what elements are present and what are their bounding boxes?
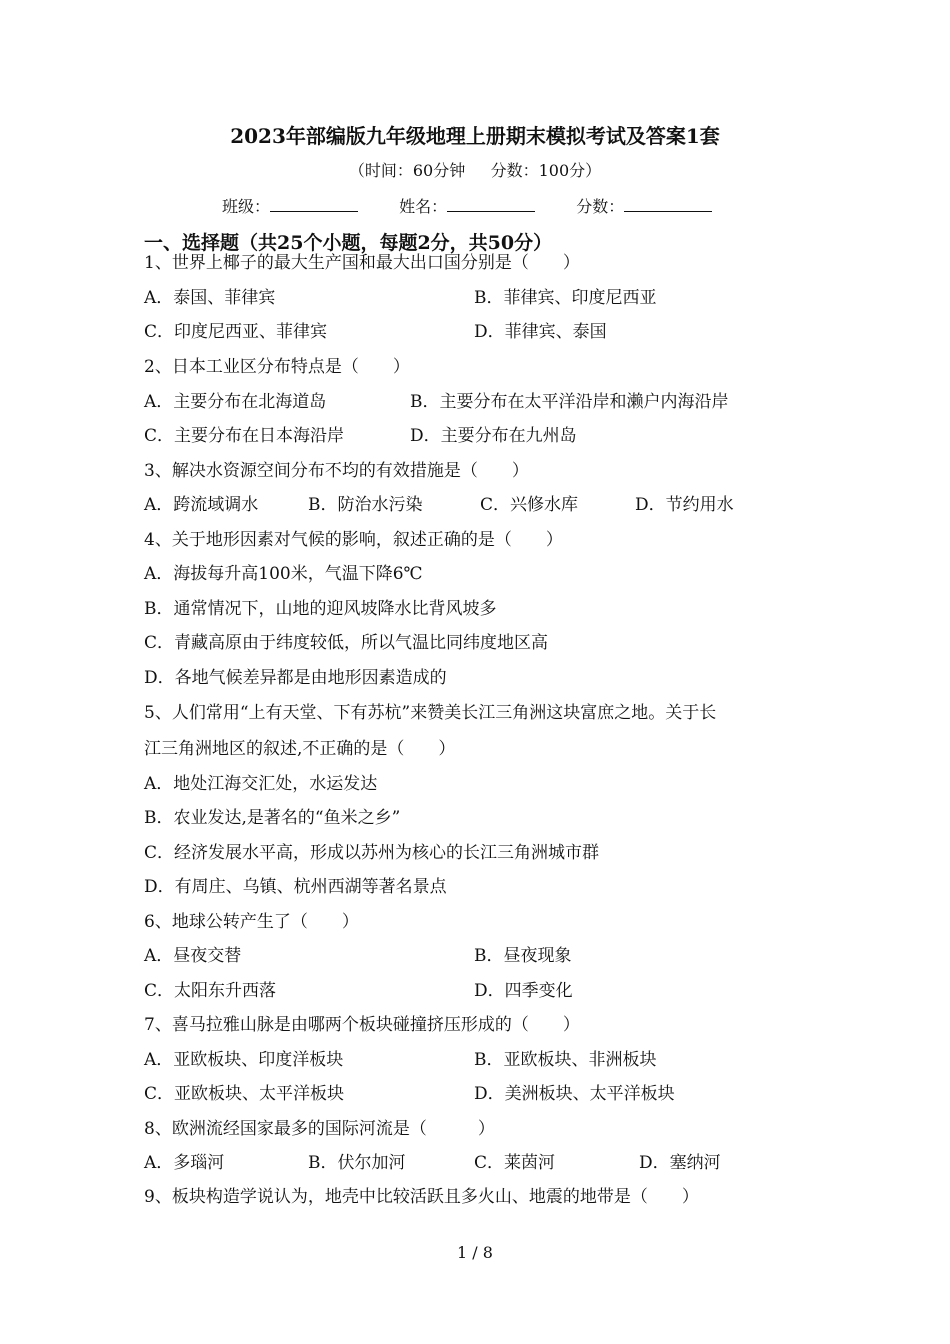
class-field [222, 194, 358, 217]
question-9-stem: 9、板块构造学说认为，地壳中比较活跃且多火山、地震的地带是（ ） [144, 1187, 699, 1207]
class-label: 班级： [222, 197, 271, 216]
question-5-option-a: A．地处江海交汇处，水运发达 [144, 774, 378, 794]
question-1-stem: 1、世界上椰子的最大生产国和最大出口国分别是（ ） [144, 253, 580, 273]
name-label: 姓名： [399, 197, 448, 216]
question-2-option-d: D．主要分布在九州岛 [410, 426, 577, 446]
page-indicator: 1 / 8 [457, 1243, 493, 1262]
question-7-option-a: A．亚欧板块、印度洋板块 [144, 1050, 344, 1070]
question-8-option-a: A．多瑙河 [144, 1153, 225, 1173]
question-8-stem: 8、欧洲流经国家最多的国际河流是（ ） [144, 1119, 495, 1139]
question-4-option-d: D．各地气候差异都是由地形因素造成的 [144, 668, 447, 688]
student-info-fields [222, 194, 748, 217]
section-heading: 一、选择题（共25个小题，每题2分，共50分） [144, 232, 553, 254]
question-1-option-d: D．菲律宾、泰国 [474, 322, 607, 342]
question-3-option-b: B．防治水污染 [308, 495, 423, 515]
question-3-option-a: A．跨流域调水 [144, 495, 259, 515]
question-2-option-a: A．主要分布在北海道岛 [144, 392, 327, 412]
document-title: 2023年部编版九年级地理上册期末模拟考试及答案1套 [230, 124, 720, 148]
score-label: 分数： [576, 197, 625, 216]
question-8-option-d: D．塞纳河 [639, 1153, 721, 1173]
question-5-option-d: D．有周庄、乌镇、杭州西湖等著名景点 [144, 877, 447, 897]
question-1-option-c: C．印度尼西亚、菲律宾 [144, 322, 328, 342]
question-4-option-b: B．通常情况下，山地的迎风坡降水比背风坡多 [144, 599, 497, 619]
question-4-stem: 4、关于地形因素对气候的影响，叙述正确的是（ ） [144, 530, 563, 550]
question-5-stem-line-2: 江三角洲地区的叙述,不正确的是（ ） [144, 739, 456, 759]
question-6-option-a: A．昼夜交替 [144, 946, 242, 966]
question-4-option-c: C．青藏高原由于纬度较低，所以气温比同纬度地区高 [144, 633, 549, 653]
question-5-stem-line-1: 5、人们常用“上有天堂、下有苏杭”来赞美长江三角洲这块富庶之地。关于长 [144, 703, 717, 723]
question-7-option-d: D．美洲板块、太平洋板块 [474, 1084, 675, 1104]
score-field [576, 194, 712, 217]
question-2-option-c: C．主要分布在日本海沿岸 [144, 426, 345, 446]
question-7-stem: 7、喜马拉雅山脉是由哪两个板块碰撞挤压形成的（ ） [144, 1015, 580, 1035]
question-3-stem: 3、解决水资源空间分布不均的有效措施是（ ） [144, 461, 529, 481]
question-7-option-b: B．亚欧板块、非洲板块 [474, 1050, 657, 1070]
question-6-option-c: C．太阳东升西落 [144, 981, 277, 1001]
question-6-option-b: B．昼夜现象 [474, 946, 572, 966]
question-8-option-b: B．伏尔加河 [308, 1153, 406, 1173]
question-1-option-a: A．泰国、菲律宾 [144, 288, 276, 308]
question-5-option-b: B．农业发达,是著名的“鱼米之乡” [144, 808, 401, 828]
class-blank [270, 197, 358, 212]
question-7-option-c: C．亚欧板块、太平洋板块 [144, 1084, 345, 1104]
name-blank [447, 197, 535, 212]
name-field [399, 194, 535, 217]
score-blank [624, 197, 712, 212]
question-1-option-b: B．菲律宾、印度尼西亚 [474, 288, 657, 308]
question-3-option-d: D．节约用水 [635, 495, 734, 515]
question-5-option-c: C．经济发展水平高，形成以苏州为核心的长江三角洲城市群 [144, 843, 600, 863]
question-8-option-c: C．莱茵河 [474, 1153, 556, 1173]
question-2-option-b: B．主要分布在太平洋沿岸和濑户内海沿岸 [410, 392, 729, 412]
question-4-option-a: A．海拔每升高100米，气温下降6℃ [144, 564, 423, 584]
question-3-option-c: C．兴修水库 [480, 495, 579, 515]
question-6-stem: 6、地球公转产生了（ ） [144, 912, 359, 932]
question-6-option-d: D．四季变化 [474, 981, 573, 1001]
question-2-stem: 2、日本工业区分布特点是（ ） [144, 357, 410, 377]
exam-time-score: （时间：60分钟 分数：100分） [348, 161, 602, 180]
